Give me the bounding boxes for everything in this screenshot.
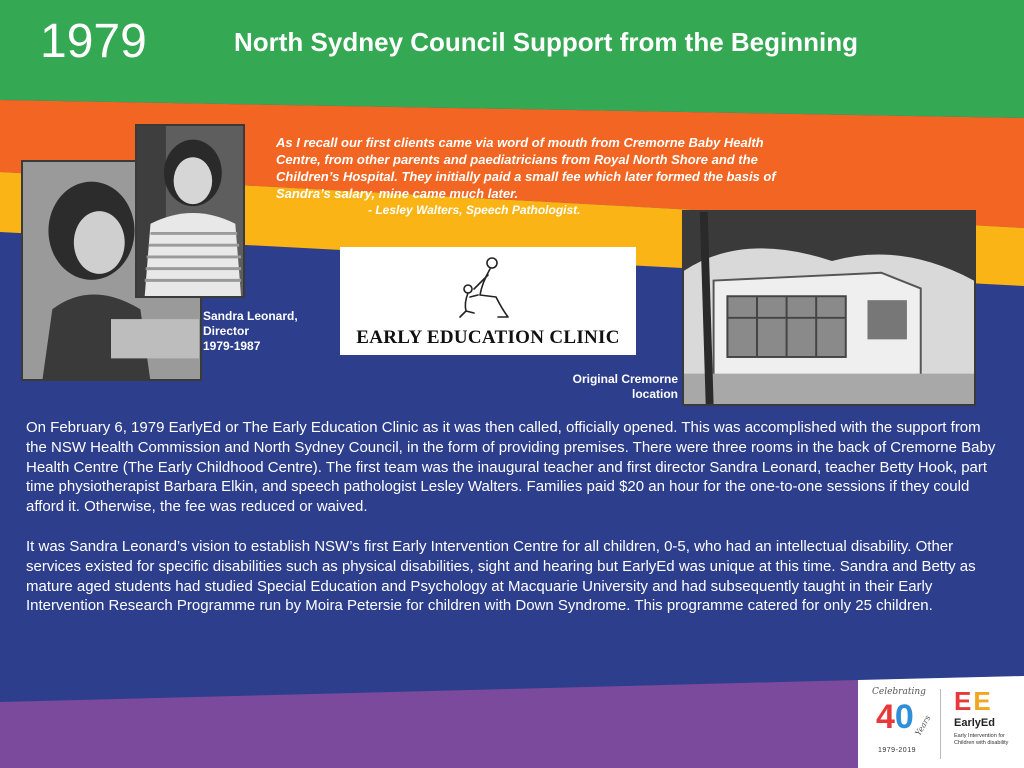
body-paragraph-2: It was Sandra Leonard’s vision to establish NSW’s first Early Intervention Centre for all children, 0-5, who had an intellectual disability. Other services existed for specific disabilities such as physical disabilities, sight and hearing but EarlyEd was unique at this time. Sandra and Betty as mature aged students had studied Special Education and Psychology at Macquarie University and had subsequently taught in their Early Intervention Research Programme run by Moira Petersie for children with Down Syndrome. This programme catered for only 25 children. <box>26 537 976 615</box>
anniversary-badges <box>858 679 1024 768</box>
year-range: 1979-2019 <box>878 747 916 754</box>
caption-sandra <box>203 309 313 354</box>
caption-sandra-line-1: Sandra Leonard, <box>203 309 298 323</box>
celebrating-40-years-badge <box>872 687 932 757</box>
caption-location-line-1: Original Cremorne <box>572 372 678 386</box>
badge-divider <box>940 689 941 759</box>
page-title: North Sydney Council Support from the Beginning <box>234 27 858 57</box>
earlyed-name: EarlyEd <box>954 717 995 729</box>
ee-mark-letter-2: E <box>973 686 993 716</box>
early-education-clinic-logo <box>340 247 636 355</box>
digit-0: 0 <box>894 698 914 736</box>
body-paragraph-1: On February 6, 1979 EarlyEd or The Early Education Clinic as it was then called, officially opened. This was accomplished with the support from the NSW Health Commission and North Sydney Council, in the form of providing premises. There were three rooms in the back of Cremorne Baby Health Centre (The Early Childhood Centre). The first team was the inaugural teacher and first director Sandra Leonard, teacher Betty Hook, part time physiotherapist Barbara Elkin, and speech pathologist Lesley Walters. Families paid $20 an hour for the one-to-one sessions if they could afford it. Otherwise, the fee was reduced or waived. <box>26 419 996 516</box>
caption-location <box>560 372 678 402</box>
band-green <box>0 0 1024 118</box>
quote-block <box>276 134 784 219</box>
quote-text: As I recall our first clients came via word of mouth from Cremorne Baby Health Centre, from other parents and paediatricians from Royal North Shore and the Children’s Hospital. They initially paid a small fee which later formed the basis of Sandra’s salary, mine came much later. <box>276 135 776 201</box>
year-heading: 1979 <box>40 15 147 68</box>
earlyed-tagline: Early Intervention for Children with disability <box>954 733 1009 746</box>
caption-sandra-line-3: 1979-1987 <box>203 339 261 353</box>
photo-original-cremorne-location <box>682 210 976 406</box>
parent-child-figure-icon <box>452 255 516 323</box>
caption-location-line-2: location <box>631 387 678 401</box>
forty-number <box>876 697 914 737</box>
quote-attribution: - Lesley Walters, Speech Pathologist. <box>368 203 581 217</box>
earlyed-logo <box>954 687 1018 759</box>
ee-mark-letter-1: E <box>954 686 974 716</box>
ee-mark <box>954 687 993 715</box>
years-label: Years <box>913 713 933 738</box>
photo-lesley-walters <box>135 124 245 298</box>
caption-sandra-line-2: Director <box>203 324 250 338</box>
body-text <box>26 418 998 616</box>
celebrating-label: Celebrating <box>872 687 926 697</box>
digit-4: 4 <box>876 698 895 736</box>
logo-text: EARLY EDUCATION CLINIC <box>356 327 620 348</box>
